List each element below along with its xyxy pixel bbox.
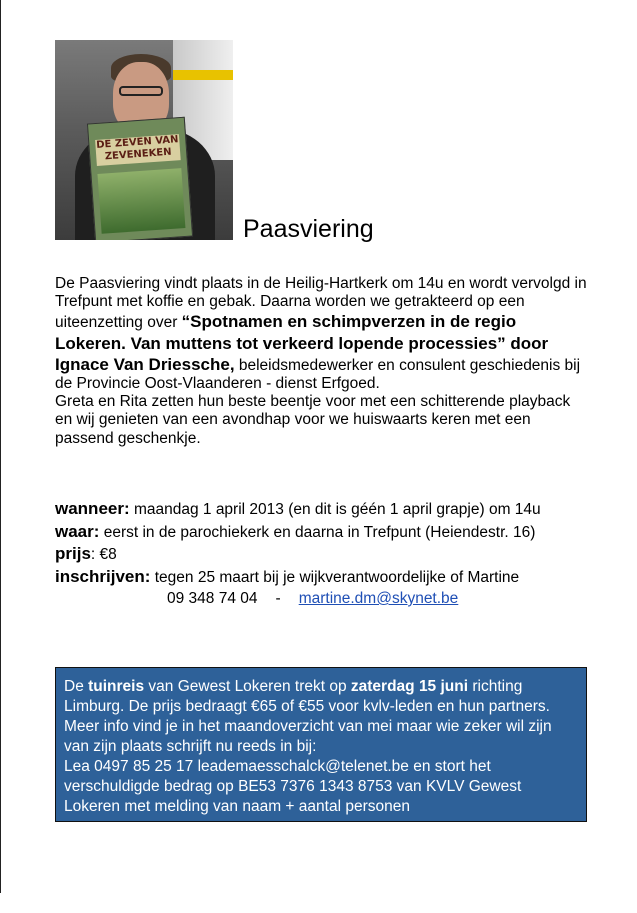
register-value: tegen 25 maart bij je wijkverantwoordelijke of Martine [150,568,520,586]
when-label: wanneer: [55,499,130,518]
price-label: prijs [55,544,91,563]
intro-paragraph [55,275,587,393]
page-title: Paasviering [243,215,374,243]
contact-line [55,588,615,610]
announcement-contact: Lea 0497 85 25 17 leademaesschalck@telenet.be en stort het verschuldigde bedrag op BE53 7376 1343 8753 van KVLV Gewest Lokeren met melding van naam + aantal personen [64,758,522,815]
register-label: inschrijven: [55,566,151,586]
detail-register [55,566,615,589]
intro-part1: De Paasviering vindt plaats in de Heilig-Hartkerk om 14u en wordt vervolgd in Trefpunt met koffie en gebak. Daarna worden we getrakteerd op een uiteenzetting over [55,275,587,332]
announcement-text-2: van Gewest Lokeren trekt op [144,678,351,695]
intro-text [55,275,587,448]
page-left-border [0,0,1,893]
talk-title: “Spotnamen en schimpverzen in de regio Lokeren. Van muttens tot verkeerd lopende processies” door Ignace Van Driessche, [55,312,549,374]
detail-where [55,521,615,544]
comic-book-title: DE ZEVEN VAN ZEVENEKEN [95,134,181,166]
contact-phone: 09 348 74 04 [167,590,258,607]
detail-when [55,498,615,521]
photo-bus-stripe [173,70,233,80]
photo-comic-book [87,117,193,240]
photo-person-glasses [119,86,163,96]
when-value: maandag 1 april 2013 (en dit is géén 1 april grapje) om 14u [129,501,541,518]
where-value: eerst in de parochiekerk en daarna in Trefpunt (Heiendestr. 16) [99,523,536,541]
contact-separator: - [275,590,281,607]
comic-book-art [97,168,185,234]
contact-email-link[interactable]: martine.dm@skynet.be [298,590,459,607]
announcement-tuinreis: tuinreis [88,678,145,695]
announcement-paragraph [64,677,578,757]
detail-price [55,543,615,566]
announcement-text-1: De [64,678,89,695]
price-value: : €8 [90,546,117,563]
where-label: waar: [55,521,100,541]
announcement-date: zaterdag 15 juni [350,678,469,695]
intro-paragraph-2: Greta en Rita zetten hun beste beentje voor met een schitterende playback en wij genieten van een avondhap voor we huiswaarts keren met een passend geschenkje. [55,393,571,447]
event-details [55,498,615,610]
announcement-text-3: richting Limburg. De prijs bedraagt €65 of €55 voor kvlv-leden en hun partners. Meer info vind je in het maandoverzicht van mei maar wie zeker wil zijn van zijn plaats schrijft nu reeds in bij: [64,678,552,755]
speaker-photo [55,40,233,240]
announcement-box [55,667,587,822]
intro-part2: beleidsmedewerker en consulent geschiedenis bij de Provincie Oost-Vlaanderen - dienst Erfgoed. [55,356,581,393]
